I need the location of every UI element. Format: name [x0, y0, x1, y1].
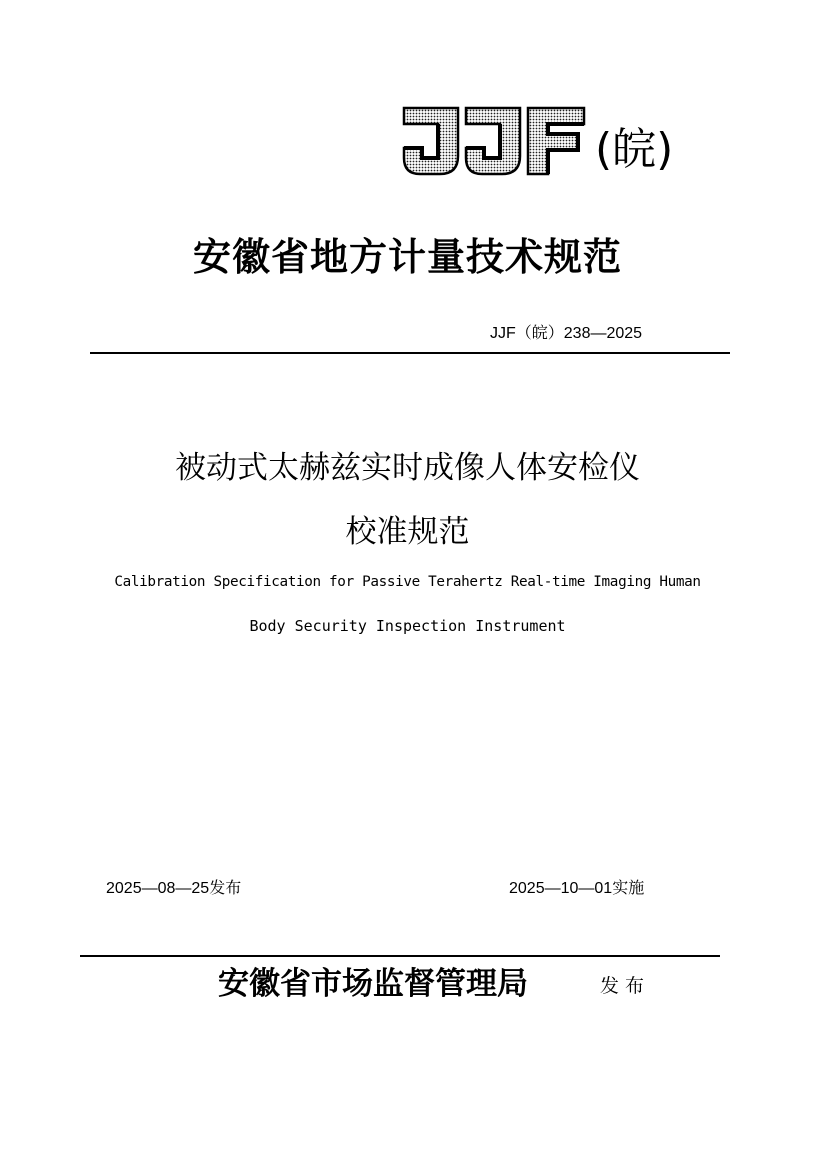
document-number: JJF（皖）238—2025	[490, 325, 643, 342]
effective-date: 2025—10—01实施	[509, 880, 645, 897]
jjf-logo	[400, 100, 588, 180]
issuing-authority: 安徽省市场监督管理局	[218, 966, 528, 1002]
english-title-line-1: Calibration Specification for Passive Terahertz Real-time Imaging Human	[114, 574, 701, 590]
top-divider	[90, 352, 730, 354]
bottom-divider	[80, 955, 720, 957]
issue-label: 发布	[600, 975, 651, 997]
chinese-title-line-2: 校准规范	[345, 514, 470, 550]
jjf-logo-graphic	[400, 100, 588, 180]
category-title: 安徽省地方计量技术规范	[192, 234, 622, 279]
logo-region-suffix: (皖)	[595, 124, 674, 175]
english-title-line-2: Body Security Inspection Instrument	[249, 617, 566, 635]
chinese-title-line-1: 被动式太赫兹实时成像人体安检仪	[175, 450, 640, 486]
publish-date: 2025—08—25发布	[106, 880, 242, 897]
